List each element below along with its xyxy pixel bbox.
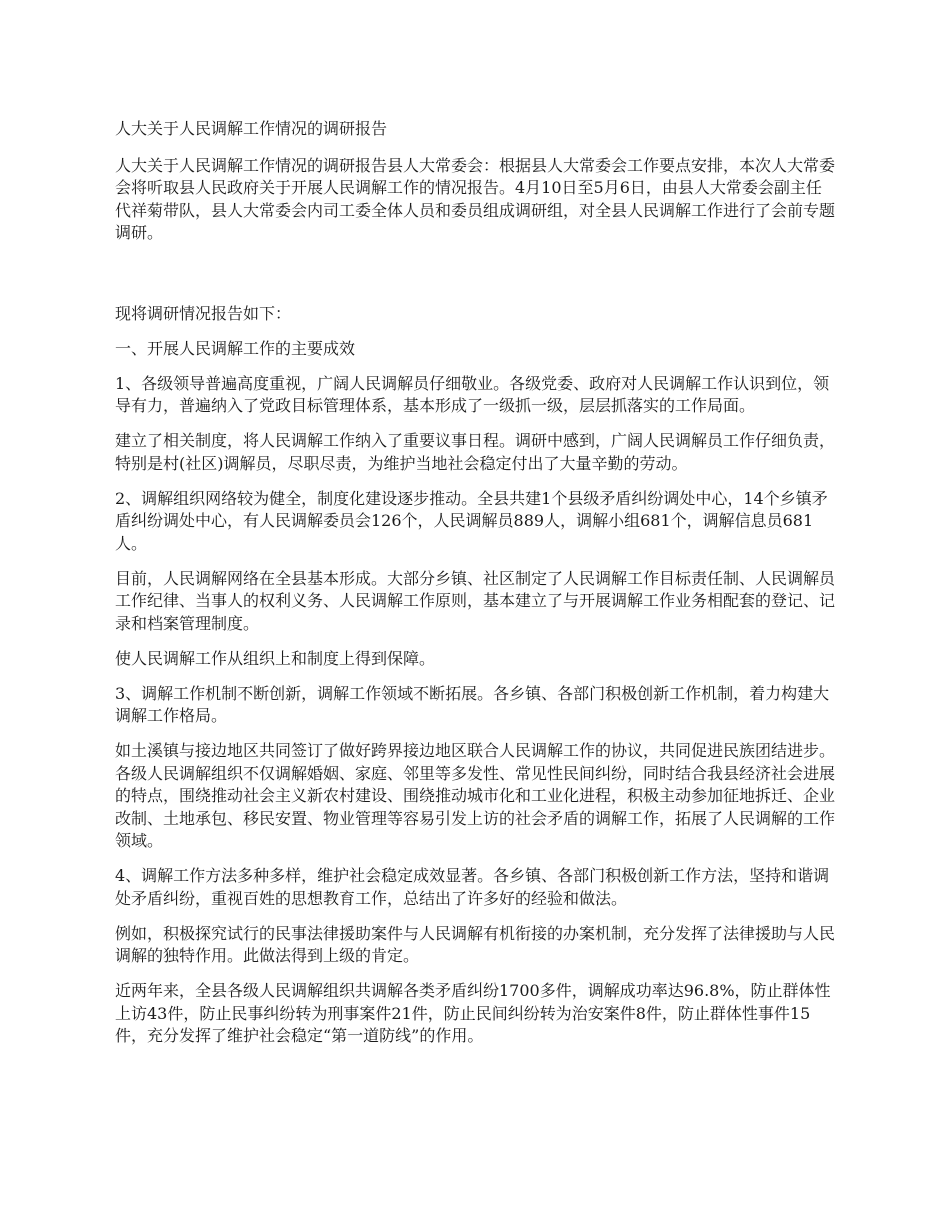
paragraph-point-2: 2、调解组织网络较为健全，制度化建设逐步推动。全县共建1个县级矛盾纠纷调处中心，14个乡镇矛盾纠纷调处中心，有人民调解委员会126个，人民调解员889人，调解小组681个，调解信息员681人。 <box>115 488 828 553</box>
paragraph-point-2-detail: 目前，人民调解网络在全县基本形成。大部分乡镇、社区制定了人民调解工作目标责任制、人民调解员工作纪律、当事人的权利义务、人民调解工作原则，基本建立了与开展调解工作业务相配套的登记、记录和档案管理制度。 <box>115 568 836 633</box>
paragraph-point-3-detail: 如土溪镇与接边地区共同签订了做好跨界接边地区联合人民调解工作的协议，共同促进民族团结进步。各级人民调解组织不仅调解婚姻、家庭、邻里等多发性、常见性民间纠纷，同时结合我县经济社会进展的特点，围绕推动社会主义新农村建设、围绕推动城市化和工业化进程，积极主动参加征地拆迁、企业改制、土地承包、移民安置、物业管理等容易引发上访的社会矛盾的调解工作，拓展了人民调解的工作领域。 <box>115 741 836 850</box>
paragraph-point-3: 3、调解工作机制不断创新，调解工作领域不断拓展。各乡镇、各部门积极创新工作机制，着力构建大调解工作格局。 <box>115 683 830 725</box>
paragraph-intro: 人大关于人民调解工作情况的调研报告县人大常委会：根据县人大常委会工作要点安排，本次人大常委会将听取县人民政府关于开展人民调解工作的情况报告。4月10日至5月6日，由县人大常委会副主任代祥菊带队，县人大常委会内司工委全体人员和委员组成调研组，对全县人民调解工作进行了会前专题调研。 <box>115 155 836 242</box>
paragraph-point-4-statistics: 近两年来，全县各级人民调解组织共调解各类矛盾纠纷1700多件，调解成功率达96.8%，防止群体性上访43件，防止民事纠纷转为刑事案件21件，防止民间纠纷转为治安案件8件，防止群体性事件15件，充分发挥了维护社会稳定“第一道防线”的作用。 <box>115 981 831 1045</box>
paragraph-point-2-conclusion: 使人民调解工作从组织上和制度上得到保障。 <box>115 648 436 668</box>
document-title: 人大关于人民调解工作情况的调研报告 <box>115 119 388 138</box>
paragraph-point-1: 1、各级领导普遍高度重视，广阔人民调解员仔细敬业。各级党委、政府对人民调解工作认识到位，领导有力，普遍纳入了党政目标管理体系，基本形成了一级抓一级，层层抓落实的工作局面。 <box>115 373 830 415</box>
paragraph-point-4: 4、调解工作方法多种多样，维护社会稳定成效显著。各乡镇、各部门积极创新工作方法，坚持和谐调处矛盾纠纷，重视百姓的思想教育工作，总结出了许多好的经验和做法。 <box>115 866 830 908</box>
paragraph-report-lead: 现将调研情况报告如下： <box>115 303 292 323</box>
paragraph-point-1-detail: 建立了相关制度，将人民调解工作纳入了重要议事日程。调研中感到，广阔人民调解员工作仔细负责，特别是村(社区)调解员，尽职尽责，为维护当地社会稳定付出了大量辛勤的劳动。 <box>115 431 836 473</box>
section-heading-achievements: 一、开展人民调解工作的主要成效 <box>115 338 356 358</box>
paragraph-point-4-example: 例如，积极探究试行的民事法律援助案件与人民调解有机衔接的办案机制，充分发挥了法律援助与人民调解的独特作用。此做法得到上级的肯定。 <box>115 923 836 965</box>
document-page <box>115 118 837 1060</box>
